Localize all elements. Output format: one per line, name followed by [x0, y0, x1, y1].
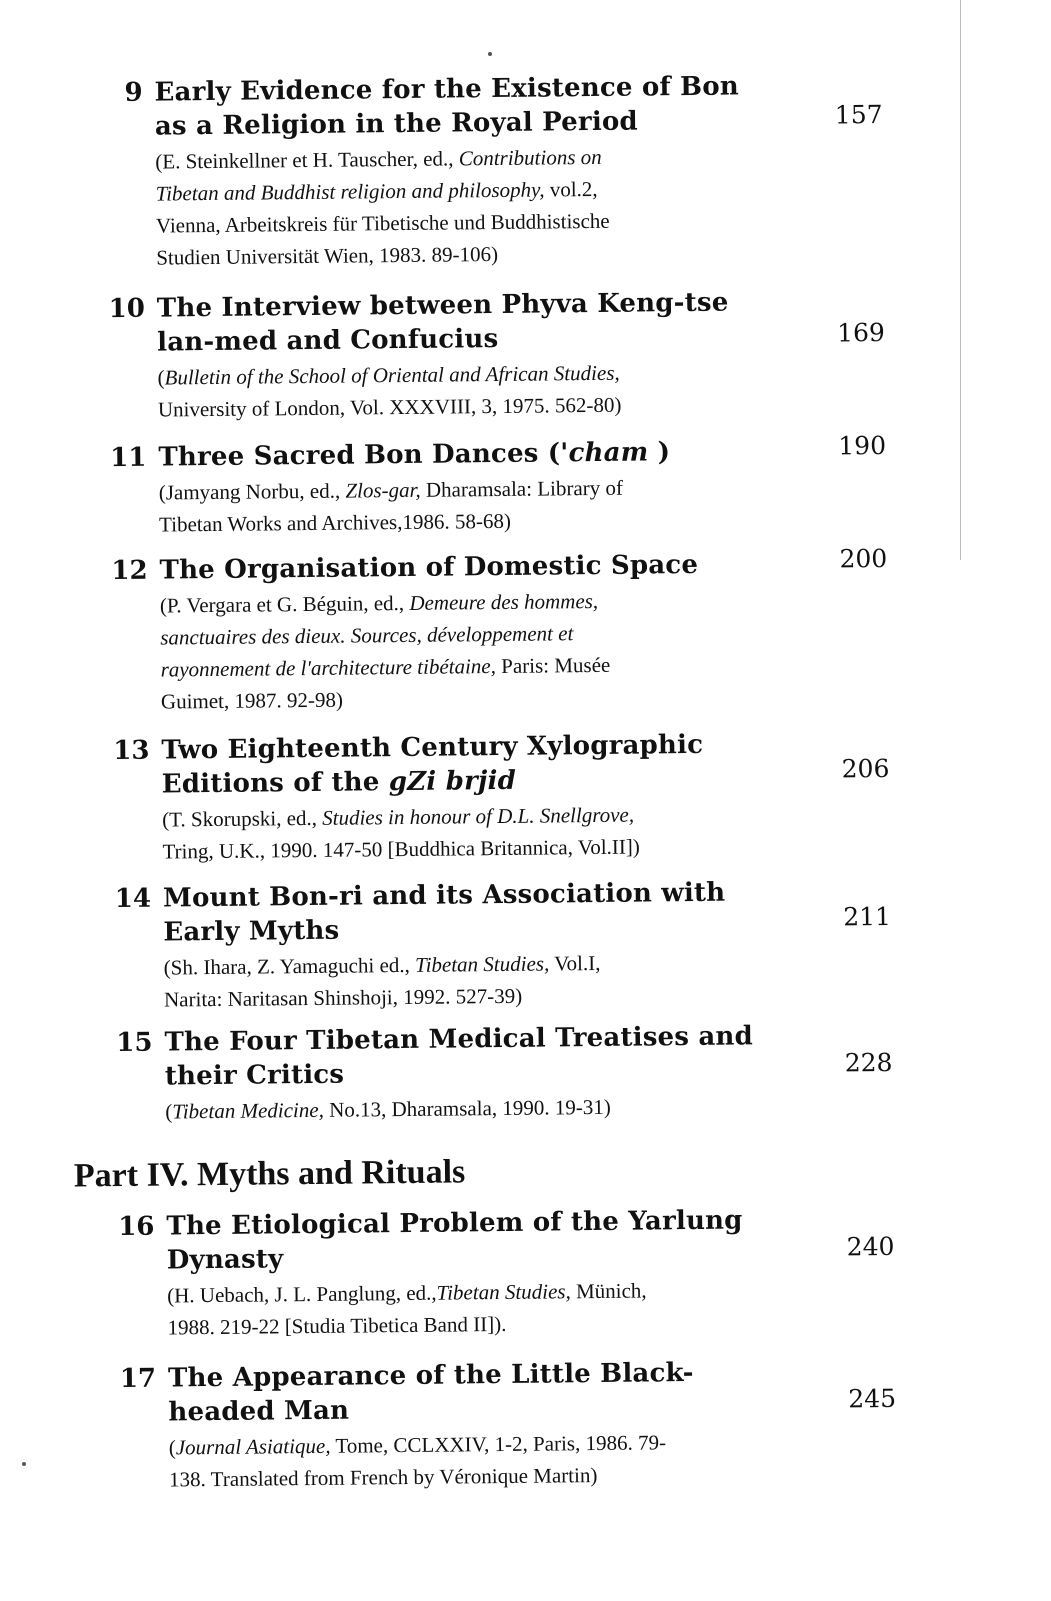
citation-text: Tring, U.K., 1990. 147-50 [Buddhica Britannica, Vol.II])	[162, 834, 640, 864]
citation-text: Vienna, Arbeitskreis für Tibetische und Buddhistische	[155, 208, 610, 238]
entry-citation	[155, 139, 766, 273]
entry-title-line: Early Evidence for the Existence of Bon	[154, 71, 740, 108]
entry-number: 9	[124, 77, 143, 108]
citation-italic: Tibetan and Buddhist religion and philosophy,	[155, 177, 545, 206]
entry-body	[154, 69, 766, 273]
citation-italic: Demeure des hommes,	[409, 588, 599, 615]
toc-entry-10	[95, 284, 915, 422]
entry-number: 13	[113, 735, 150, 767]
toc-entry-9	[92, 68, 912, 270]
entry-title	[164, 1019, 775, 1093]
toc-entry-16	[104, 1202, 924, 1340]
entry-title-line: )	[648, 437, 671, 468]
entry-number: 17	[119, 1363, 157, 1395]
citation-italic: Tibetan Studies,	[414, 951, 550, 977]
entry-page-number: 228	[844, 1047, 893, 1078]
entry-number: 14	[114, 883, 152, 915]
toc-entry-15	[102, 1018, 922, 1124]
citation-text: 1988. 219-22 [Studia Tibetica Band II]).	[167, 1311, 507, 1340]
entry-number: 15	[116, 1027, 153, 1059]
entry-title-line: their Critics	[164, 1059, 345, 1092]
toc-entry-14	[101, 874, 921, 1012]
entry-title	[161, 727, 772, 801]
entry-citation	[167, 1273, 778, 1343]
entry-title-line: The Appearance of the Little Black-	[167, 1358, 694, 1394]
citation-italic: Contributions on	[458, 144, 602, 171]
citation-text: (T. Skorupski, ed.,	[162, 805, 323, 832]
entry-citation	[164, 945, 775, 1015]
entry-page-number: 245	[848, 1383, 897, 1414]
entry-citation	[160, 583, 771, 717]
entry-body	[158, 434, 769, 540]
entry-citation	[165, 1089, 775, 1127]
entry-body	[166, 1203, 777, 1343]
scan-edge-line	[960, 0, 961, 560]
toc-entry-11	[96, 430, 916, 537]
citation-text: Dharamsala: Library of	[420, 475, 624, 502]
entry-title-line: Dynasty	[166, 1244, 284, 1276]
entry-title-line: The Interview between Phyva Keng-tse	[156, 287, 729, 324]
entry-page-number: 169	[836, 317, 885, 348]
entry-page-number: 200	[839, 543, 888, 574]
entry-citation	[159, 470, 770, 540]
entry-body	[157, 285, 768, 425]
entry-page-number: 240	[846, 1231, 895, 1262]
citation-text: (	[168, 1435, 176, 1460]
toc-entry-12	[97, 543, 917, 714]
entry-page-number: 206	[841, 753, 890, 784]
entry-title-line	[162, 761, 772, 801]
part-heading: Part IV. Myths and Rituals	[73, 1153, 466, 1195]
citation-text: (	[165, 1099, 173, 1124]
citation-italic: Tibetan Studies,	[436, 1279, 571, 1305]
citation-text: Studien Universität Wien, 1983. 89-106)	[156, 241, 499, 270]
entry-title-line: The Four Tibetan Medical Treatises and	[164, 1021, 754, 1058]
entry-citation	[157, 355, 768, 425]
entry-body	[159, 547, 771, 717]
citation-italic: rayonnement de l'architecture tibétaine,	[160, 654, 497, 682]
entry-page-number: 211	[843, 901, 892, 932]
entry-title-line: as a Religion in the Royal Period	[154, 106, 639, 142]
citation-text: No.13, Dharamsala, 1990. 19-31)	[323, 1094, 611, 1122]
entry-title-line: The Organisation of Domestic Space	[159, 549, 699, 586]
citation-text: (Sh. Ihara, Z. Yamaguchi ed.,	[163, 952, 416, 980]
citation-italic: Tibetan Medicine,	[172, 1097, 325, 1124]
citation-text: vol.2,	[544, 176, 598, 202]
citation-text: Paris: Musée	[495, 652, 611, 679]
entry-citation	[162, 797, 773, 867]
citation-italic: Bulletin of the School of Oriental and African Studies,	[164, 360, 620, 390]
entry-body	[163, 875, 774, 1015]
entry-page-number: 190	[838, 430, 887, 461]
citation-text: Münich,	[570, 1278, 647, 1304]
scan-speck	[488, 52, 492, 56]
citation-italic: Journal Asiatique,	[175, 1433, 331, 1460]
citation-text: (P. Vergara et G. Béguin, ed.,	[159, 590, 410, 618]
entry-title	[159, 547, 769, 587]
citation-italic: sanctuaires des dieux. Sources, développement et	[160, 621, 574, 650]
toc-entry-13	[99, 726, 919, 864]
entry-body	[164, 1019, 775, 1127]
entry-title-text: Editions of the	[161, 767, 389, 800]
entry-title-line: Two Eighteenth Century Xylographic	[161, 729, 704, 766]
entry-title	[158, 434, 768, 474]
citation-text: Vol.I,	[549, 950, 601, 976]
citation-text: (	[157, 365, 165, 390]
entry-number: 16	[118, 1211, 155, 1243]
citation-text: (H. Uebach, J. L. Panglung, ed.,	[167, 1280, 437, 1308]
entry-title-italic: 'cham	[560, 437, 649, 469]
entry-title-line: Three Sacred Bon Dances (	[158, 438, 561, 473]
citation-text: Tome, CCLXXIV, 1-2, Paris, 1986. 79-	[330, 1430, 667, 1458]
entry-number: 11	[110, 442, 147, 474]
entry-title-line: lan-med and Confucius	[157, 323, 499, 358]
entry-body	[161, 727, 772, 867]
entry-title-line: Early Myths	[163, 915, 340, 948]
citation-text: Guimet, 1987. 92-98)	[160, 687, 344, 714]
entry-title	[168, 1355, 779, 1429]
entry-title-italic: gZi brjid	[388, 765, 517, 798]
citation-italic: Zlos-gar,	[345, 477, 421, 503]
citation-text: Narita: Naritasan Shinshoji, 1992. 527-39)	[163, 983, 523, 1012]
citation-text: (E. Steinkellner et H. Tauscher, ed.,	[155, 146, 459, 174]
entry-title	[157, 285, 768, 359]
entry-title-line: The Etiological Problem of the Yarlung	[166, 1205, 743, 1242]
citation-text: 138. Translated from French by Véronique Martin)	[168, 1463, 598, 1492]
scan-speck	[22, 1462, 26, 1466]
citation-text: University of London, Vol. XXXVIII, 3, 1975. 562-80)	[157, 392, 622, 422]
entry-title	[163, 875, 774, 949]
entry-number: 12	[111, 555, 148, 587]
citation-text: Tibetan Works and Archives,1986. 58-68)	[158, 508, 511, 537]
entry-number: 10	[108, 293, 145, 325]
entry-page-number: 157	[834, 99, 883, 130]
entry-citation	[169, 1425, 780, 1495]
entry-title-line: headed Man	[168, 1395, 350, 1428]
entry-title	[166, 1203, 777, 1277]
entry-body	[168, 1355, 779, 1495]
entry-title-line: Mount Bon-ri and its Association with	[162, 877, 726, 914]
citation-text: (Jamyang Norbu, ed.,	[158, 478, 346, 505]
toc-entry-17	[106, 1354, 926, 1492]
citation-italic: Studies in honour of D.L. Snellgrove,	[322, 802, 635, 830]
entry-title	[154, 69, 765, 143]
